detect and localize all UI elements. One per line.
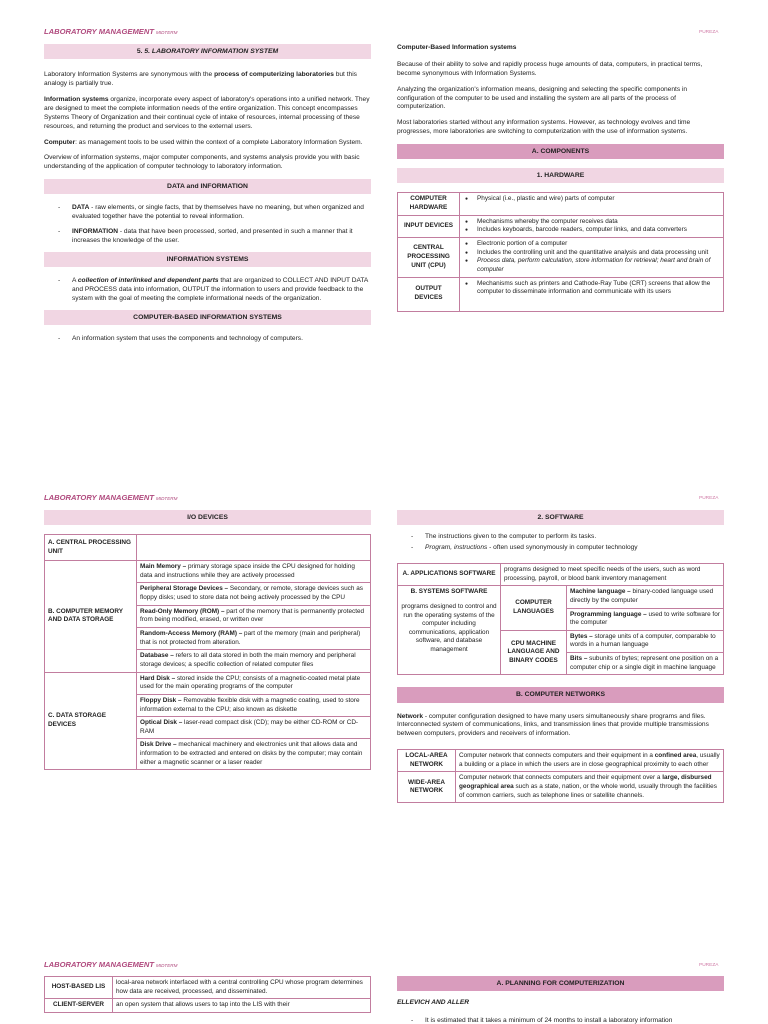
table-row [398,772,724,803]
term-label: MIDTERM [155,963,178,968]
band-hardware: 1. HARDWARE [397,168,724,183]
course-title: LABORATORY MANAGEMENT [44,493,154,502]
course-title: LABORATORY MANAGEMENT [44,960,154,969]
software-table [397,563,724,675]
intro-paragraph-4: Overview of information systems, major computer components, and systems analysis provide you with basic understanding of the application of computer technology to laboratory information. [44,154,360,171]
list-item: - An information system that uses the components and technology of computers. [58,335,371,344]
table-cell-content: Computer network that connects computers and their equipment in a confined area, usually a building or a place in which the users are in close geographical proximity to each other [456,750,724,772]
author-label: PUREZA [699,30,719,35]
hardware-table [397,192,724,311]
band-computer-networks: B. COMPUTER NETWORKS [397,687,724,702]
table-cell-label: COMPUTER HARDWARE [398,193,460,215]
band-cbis: COMPUTER-BASED INFORMATION SYSTEMS [44,310,371,325]
table-cell-content: ● Physical (i.e., plastic and wire) parts of computer [460,193,724,215]
table-cell-content: programs designed to meet specific needs of the users, such as word processing, payroll, or blood bank inventory management [501,563,724,585]
table-row [398,277,724,311]
list-item: - DATA - raw elements, or single facts, that by themselves have no meaning, but when organized and evaluated together have the potential to reveal information. [58,204,371,222]
table-row [398,215,724,237]
table-row [398,238,724,278]
list-item: - Program, instructions - often used synonymously in computer technology [411,544,724,553]
right-paragraph-3: Most laboratories started without any information systems. However, as technology evolves and time progresses, more laboratories are switching to computerization with the use of information systems. [397,119,691,136]
author-label: PUREZA [699,496,719,501]
band-components: A. COMPONENTS [397,144,724,159]
list-item: - The instructions given to the computer to perform its tasks. [411,533,724,542]
right-paragraph-1: Because of their ability to solve and rapidly process huge amounts of data, computers, in practical terms, become synonymous with Information Systems. [397,60,703,77]
band-io-devices: I/O DEVICES [44,510,371,525]
table-cell-content: ● Electronic portion of a computer ● Includes the controlling unit and the quantitative analysis and data processing unit ● Process data, perform calculation, store information for retrieval; heart and brain of computer [460,238,724,278]
network-table [397,749,724,803]
table-cell-content: Bytes – storage units of a computer, comparable to words in a human language [567,630,724,652]
table-row [398,563,724,585]
table-cell-content: local-area network interfaced with a central controlling CPU whose program determines how data are received, processed, and disseminated. [113,977,371,999]
running-header [44,960,177,970]
section-title: 5. 5. LABORATORY INFORMATION SYSTEM [44,44,371,59]
lis-table [44,976,371,1013]
cbis-list [44,335,371,344]
table-cell-content: Main Memory – primary storage space inside the CPU designed for holding data and instructions while they are actively processed [137,561,371,583]
table-cell-label: OUTPUT DEVICES [398,277,460,311]
band-data-information: DATA and INFORMATION [44,179,371,194]
intro-paragraph-3: Computer: as management tools to be used within the context of a complete Laboratory Information System. [44,138,363,146]
table-cell-label: HOST-BASED LIS [45,977,113,999]
table-cell-content: ● Mechanisms such as printers and Cathode-Ray Tube (CRT) screens that allow the computer to disseminate information and communicate with its users [460,277,724,311]
table-cell-content: Machine language – binary-coded language used directly by the computer [567,586,724,608]
course-title: LABORATORY MANAGEMENT [44,27,154,36]
page-1-left-column [44,44,371,350]
right-paragraph-2: Analyzing the organization's information means, designing and selecting the specific components in configuration of the computer to be used and installing the system are all parts of the process of computerization. [397,85,688,111]
author-label: PUREZA [699,963,719,968]
page-2-left-column [44,510,371,770]
table-row [45,999,371,1013]
planning-list [397,1017,724,1024]
intro-paragraph-1: Laboratory Information Systems are synonymous with the process of computerizing laboratories but this analogy is partially true. [44,71,357,88]
band-information-systems: INFORMATION SYSTEMS [44,252,371,267]
table-cell-content: Hard Disk – stored inside the CPU; consists of a magnetic-coated metal plate used for the main operating programs of the computer [137,672,371,694]
section-title-text: 5. LABORATORY INFORMATION SYSTEM [144,48,279,55]
term-label: MIDTERM [155,30,178,35]
table-row [398,750,724,772]
list-item: - A collection of interlinked and dependent parts that are organized to COLLECT AND INPUT DATA and PROCESS data into information, OUTPUT the information to users and provide feedback to the system with the goal of meeting the complete informational needs of the organization. [58,277,371,304]
software-list [397,533,724,553]
page-2-right-column [397,510,724,803]
list-item: - It is estimated that it takes a minimum of 24 months to install a laboratory information [411,1017,724,1024]
network-paragraph: Network - computer configuration designed to have many users simultaneously share programs and files. Interconnected system of communications, links, and transmission lines that provide multiple transmissions between computers, providers and receivers of information. [397,712,709,738]
list-item: - INFORMATION - data that have been processed, sorted, and presented in such a manner that it increases the knowledge of the user. [58,228,371,246]
table-row [45,535,371,561]
subheading: ELLEVICH AND ALLER [397,999,470,1007]
table-row [45,672,371,694]
term-label: MIDTERM [155,496,178,501]
table-cell-label: CLIENT-SERVER [45,999,113,1013]
table-cell-content: Optical Disk – laser-read compact disk (CD); may be either CD-ROM or CD-RAM [137,717,371,739]
table-cell-label: CENTRAL PROCESSING UNIT (CPU) [398,238,460,278]
table-cell-label: COMPUTER LANGUAGES [501,586,567,631]
table-cell-label: A. CENTRAL PROCESSING UNIT [45,535,137,561]
page-3-left-column [44,976,371,1013]
table-cell-content: Database – refers to all data stored in both the main memory and peripheral storage devices; a specific collection of related computer files [137,650,371,672]
band-software: 2. SOFTWARE [397,510,724,525]
table-row [45,561,371,583]
table-cell-content [137,535,371,561]
page-3-right-column [397,976,724,1024]
table-cell-content: Floppy Disk – Removable flexible disk with a magnetic coating, used to store information external to the CPU; also known as diskette [137,694,371,716]
table-cell-content: Peripheral Storage Devices – Secondary, or remote, storage devices such as floppy disks; used to store data not being actively processed by the CPU [137,583,371,605]
table-cell-label: WIDE-AREA NETWORK [398,772,456,803]
table-cell-label: C. DATA STORAGE DEVICES [45,672,137,770]
table-cell-label: A. APPLICATIONS SOFTWARE [398,563,501,585]
table-row [45,977,371,999]
table-cell-content: Programming language – used to write software for the computer [567,608,724,630]
table-cell-label: B. COMPUTER MEMORY AND DATA STORAGE [45,561,137,672]
table-cell-content: Disk Drive – mechanical machinery and electronics unit that allows data and information to be extracted and entered on disks by the computer; may contain either a magnetic scanner or a laser reader [137,739,371,770]
table-row [398,586,724,608]
table-cell-content: ● Mechanisms whereby the computer receives data ● Includes keyboards, barcode readers, computer links, and data converters [460,215,724,237]
table-cell-content: Random-Access Memory (RAM) – part of the memory (main and peripheral) that is not protected from alteration. [137,628,371,650]
table-cell-label: LOCAL-AREA NETWORK [398,750,456,772]
band-planning: A. PLANNING FOR COMPUTERIZATION [397,976,724,991]
io-devices-table [44,534,371,770]
information-systems-list [44,277,371,304]
table-cell-label: B. SYSTEMS SOFTWARE programs designed to control and run the operating systems of the computer including communications, application software, and database management [398,586,501,675]
table-row [398,193,724,215]
running-header [44,493,177,503]
cbis-heading: Computer-Based Information systems [397,44,517,51]
table-cell-content: Computer network that connects computers and their equipment over a large, disbursed geographical area such as a state, nation, or the whole world, usually through the facilities of common carriers, such as telephone lines or satellite channels. [456,772,724,803]
intro-paragraph-2: Information systems organize, incorporate every aspect of laboratory's operations into a unified network. They are designed to meet the complete information needs of the entire organization. This concept encompasses Systems Theory of Organization and their continual cycle of intake of resources, internal processing of these resources, and returning the product and services to the external users. [44,95,370,130]
table-cell-content: Read-Only Memory (ROM) – part of the memory that is permanently protected from being modified, erased, or written over [137,605,371,627]
page-1-right-column [397,44,724,312]
running-header [44,27,177,37]
table-cell-content: Bits – subunits of bytes; represent one position on a computer chip or a single digit in machine language [567,653,724,675]
table-cell-content: an open system that allows users to tap into the LIS with their [113,999,371,1013]
table-cell-label: INPUT DEVICES [398,215,460,237]
data-information-list [44,204,371,246]
table-cell-label: CPU MACHINE LANGUAGE AND BINARY CODES [501,630,567,675]
